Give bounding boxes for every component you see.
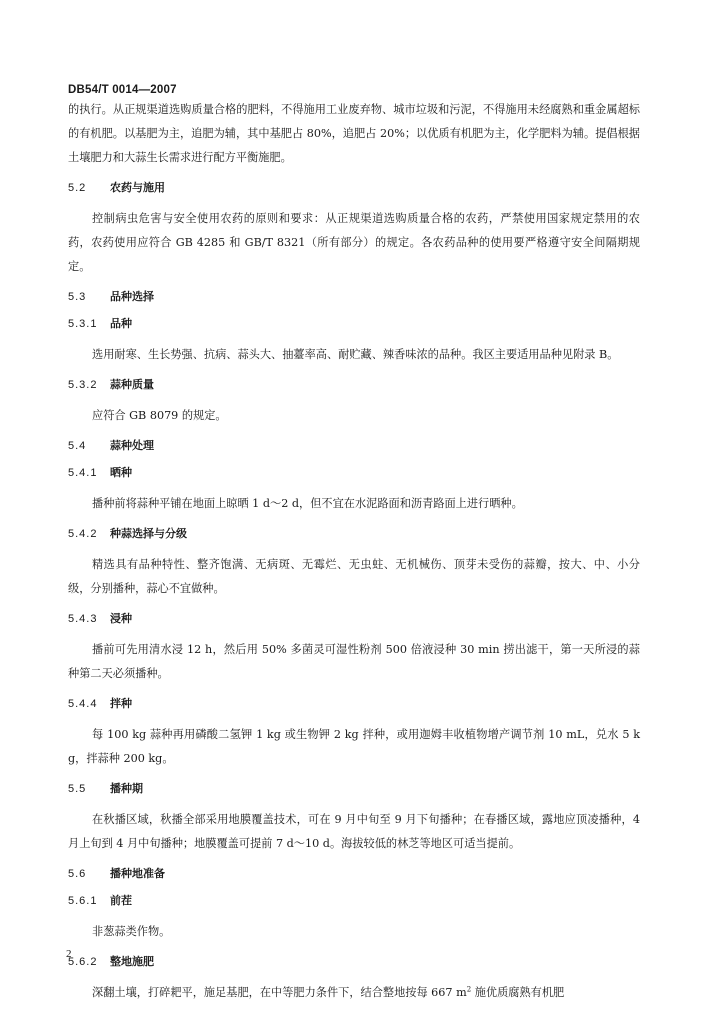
section-title: 品种: [110, 318, 132, 330]
section-title: 品种选择: [110, 291, 154, 303]
paragraph: 控制病虫危害与安全使用农药的原则和要求：从正规渠道选购质量合格的农药，严禁使用国家规定禁用的农药，农药使用应符合 GB 4285 和 GB/T 8321（所有部分）的规定。各农药品种的使用要严格遵守安全间隔期规定。: [68, 212, 640, 273]
section-title: 浸种: [110, 613, 132, 625]
section-number: 5.3: [68, 291, 87, 303]
document-body: [68, 98, 640, 1005]
paragraph: [68, 981, 640, 1005]
paragraph: 播种前将蒜种平铺在地面上晾晒 1 d～2 d，但不宜在水泥路面和沥青路面上进行晒种。: [92, 497, 523, 510]
section-heading: [68, 954, 640, 971]
continued-paragraph: 的执行。从正规渠道选购质量合格的肥料，不得施用工业废弃物、城市垃圾和污泥，不得施用未经腐熟和重金属超标的有机肥。以基肥为主，追肥为辅，其中基肥占 80%，追肥占 20%；以优质有机肥为主，化学肥料为辅。提倡根据土壤肥力和大蒜生长需求进行配方平衡施肥。: [68, 103, 640, 164]
section-heading: [68, 180, 640, 197]
section-title: 种蒜选择与分级: [110, 528, 187, 540]
paragraph: 精选具有品种特性、整齐饱满、无病斑、无霉烂、无虫蛀、无机械伤、顶芽未受伤的蒜瓣，按大、中、小分级，分别播种，蒜心不宜做种。: [68, 558, 640, 595]
paragraph: 每 100 kg 蒜种再用磷酸二氢钾 1 kg 或生物钾 2 kg 拌种，或用迦姆丰收植物增产调节剂 10 mL，兑水 5 kg，拌蒜种 200 kg。: [68, 728, 640, 765]
document-code-header: DB54/T 0014—2007: [68, 84, 177, 96]
section-number: 5.5: [68, 783, 87, 795]
section-title: 前茬: [110, 895, 132, 907]
section-number: 5.6.2: [68, 956, 98, 968]
section-heading: [68, 438, 640, 455]
section-number: 5.6.1: [68, 895, 98, 907]
section-heading: [68, 781, 640, 798]
paragraph: 非葱蒜类作物。: [92, 925, 171, 938]
section-heading: [68, 289, 640, 306]
paragraph: 在秋播区域，秋播全部采用地膜覆盖技术，可在 9 月中旬至 9 月下旬播种；在春播区域，露地应顶凌播种，4 月上旬到 4 月中旬播种；地膜覆盖可提前 7 d～10 d。海拔较低的林芝等地区可适当提前。: [68, 813, 640, 850]
section-heading: [68, 611, 640, 628]
section-heading: [68, 377, 640, 394]
section-title: 拌种: [110, 698, 132, 710]
section-title: 蒜种质量: [110, 379, 154, 391]
section-number: 5.2: [68, 182, 87, 194]
section-number: 5.4.3: [68, 613, 98, 625]
section-heading: [68, 696, 640, 713]
section-heading: [68, 526, 640, 543]
paragraph-text: 深翻土壤，打碎耙平，施足基肥，在中等肥力条件下，结合整地按每 667 m: [92, 986, 467, 999]
paragraph: 应符合 GB 8079 的规定。: [92, 409, 227, 422]
section-title: 播种地准备: [110, 868, 165, 880]
section-title: 播种期: [110, 783, 143, 795]
section-title: 蒜种处理: [110, 440, 154, 452]
paragraph-text: 施优质腐熟有机肥: [471, 986, 565, 999]
section-number: 5.3.2: [68, 379, 98, 391]
section-number: 5.4.2: [68, 528, 98, 540]
section-number: 5.4: [68, 440, 87, 452]
section-heading: [68, 465, 640, 482]
paragraph: 选用耐寒、生长势强、抗病、蒜头大、抽薹率高、耐贮藏、辣香味浓的品种。我区主要适用品种见附录 B。: [92, 348, 619, 361]
section-title: 晒种: [110, 467, 132, 479]
section-number: 5.4.1: [68, 467, 98, 479]
section-heading: [68, 866, 640, 883]
section-heading: [68, 893, 640, 910]
section-heading: [68, 316, 640, 333]
section-title: 农药与施用: [110, 182, 165, 194]
section-title: 整地施肥: [110, 956, 154, 968]
paragraph: 播前可先用清水浸 12 h，然后用 50% 多菌灵可湿性粉剂 500 倍液浸种 30 min 捞出滤干，第一天所浸的蒜种第二天必须播种。: [68, 643, 640, 680]
page-number: 2: [66, 948, 72, 960]
section-number: 5.3.1: [68, 318, 98, 330]
section-number: 5.6: [68, 868, 87, 880]
superscript-exponent: 2: [466, 985, 472, 994]
section-number: 5.4.4: [68, 698, 98, 710]
